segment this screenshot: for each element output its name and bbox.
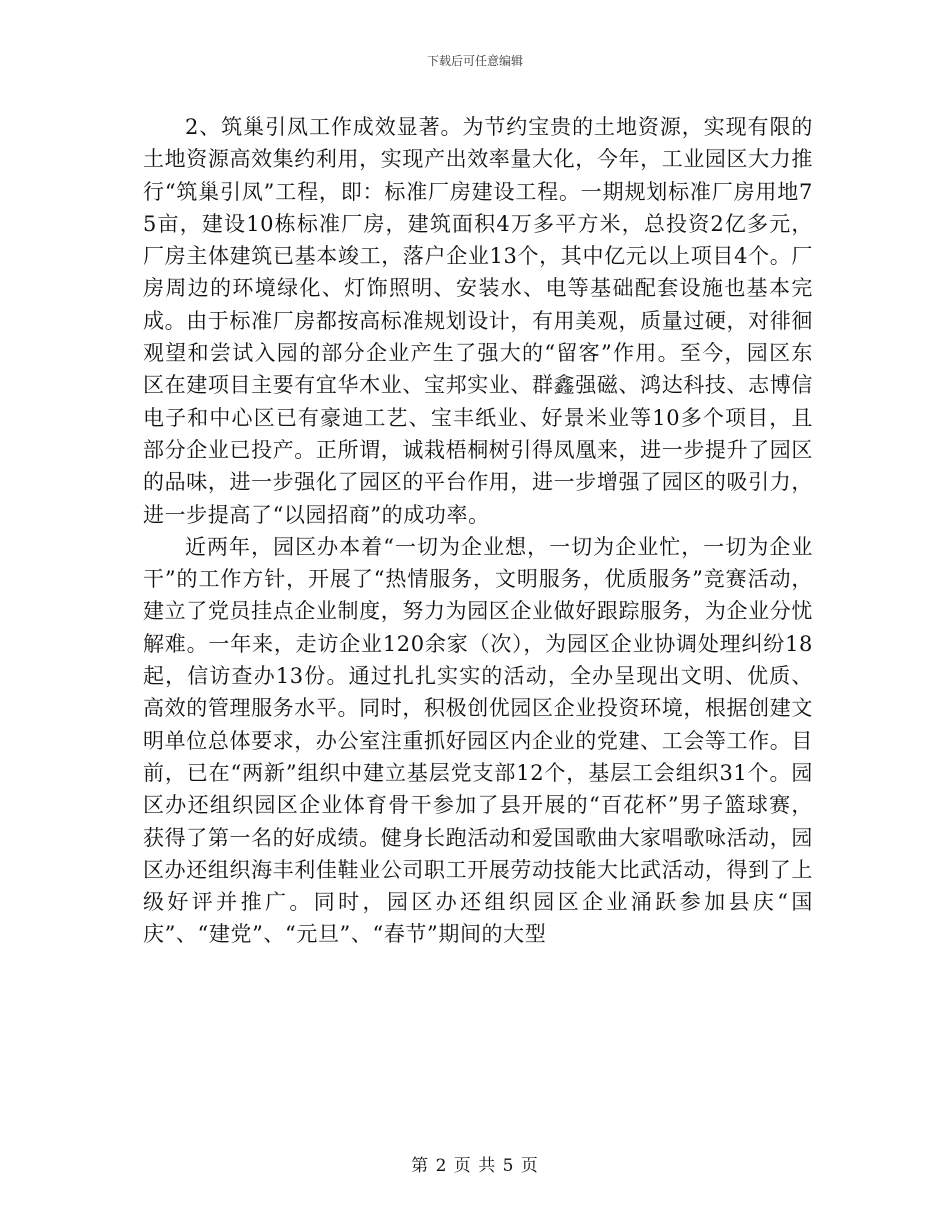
page-header: 下载后可任意编辑 [426, 54, 523, 68]
document-body [143, 111, 813, 951]
paragraph-standard-factory: 2、筑巢引凤工作成效显著。为节约宝贵的土地资源，实现有限的土地资源高效集约利用，实现产出效率量大化，今年，工业园区大力推行“筑巢引凤”工程，即：标准厂房建设工程。一期规划标准厂房用地75亩，建设10栋标准厂房，建筑面积4万多平方米，总投资2亿多元，厂房主体建筑已基本竣工，落户企业13个，其中亿元以上项目4个。厂房周边的环境绿化、灯饰照明、安装水、电等基础配套设施也基本完成。由于标准厂房都按高标准规划设计，有用美观，质量过硬，对徘徊观望和尝试入园的部分企业产生了强大的“留客”作用。至今，园区东区在建项目主要有宜华木业、宝邦实业、群鑫强磁、鸿达科技、志博信电子和中心区已有豪迪工艺、宝丰纸业、好景米业等10多个项目，且部分企业已投产。正所谓，诚栽梧桐树引得凤凰来，进一步提升了园区的品味，进一步强化了园区的平台作用，进一步增强了园区的吸引力，进一步提高了“以园招商”的成功率。 [143, 115, 813, 527]
paragraph-enterprise-service: 近两年，园区办本着“一切为企业想，一切为企业忙，一切为企业干”的工作方针，开展了“热情服务，文明服务，优质服务”竞赛活动，建立了党员挂点企业制度，努力为园区企业做好跟踪服务，为企业分忧解难。一年来，走访企业120余家（次），为园区企业协调处理纠纷18起，信访查办13份。通过扎扎实实的活动，全办呈现出文明、优质、高效的管理服务水平。同时，积极创优园区企业投资环境，根据创建文明单位总体要求，办公室注重抓好园区内企业的党建、工会等工作。目前，已在“两新”组织中建立基层党支部12个，基层工会组织31个。园区办还组织园区企业体育骨干参加了县开展的“百花杯”男子篮球赛，获得了第一名的好成绩。健身长跑活动和爱国歌曲大家唱歌咏活动，园区办还组织海丰利佳鞋业公司职工开展劳动技能大比武活动，得到了上级好评并推广。同时，园区办还组织园区企业涌跃参加县庆“国庆”、“建党”、“元旦”、“春节”期间的大型 [143, 534, 813, 947]
page-number-footer: 第 2 页 共 5 页 [411, 1156, 539, 1176]
